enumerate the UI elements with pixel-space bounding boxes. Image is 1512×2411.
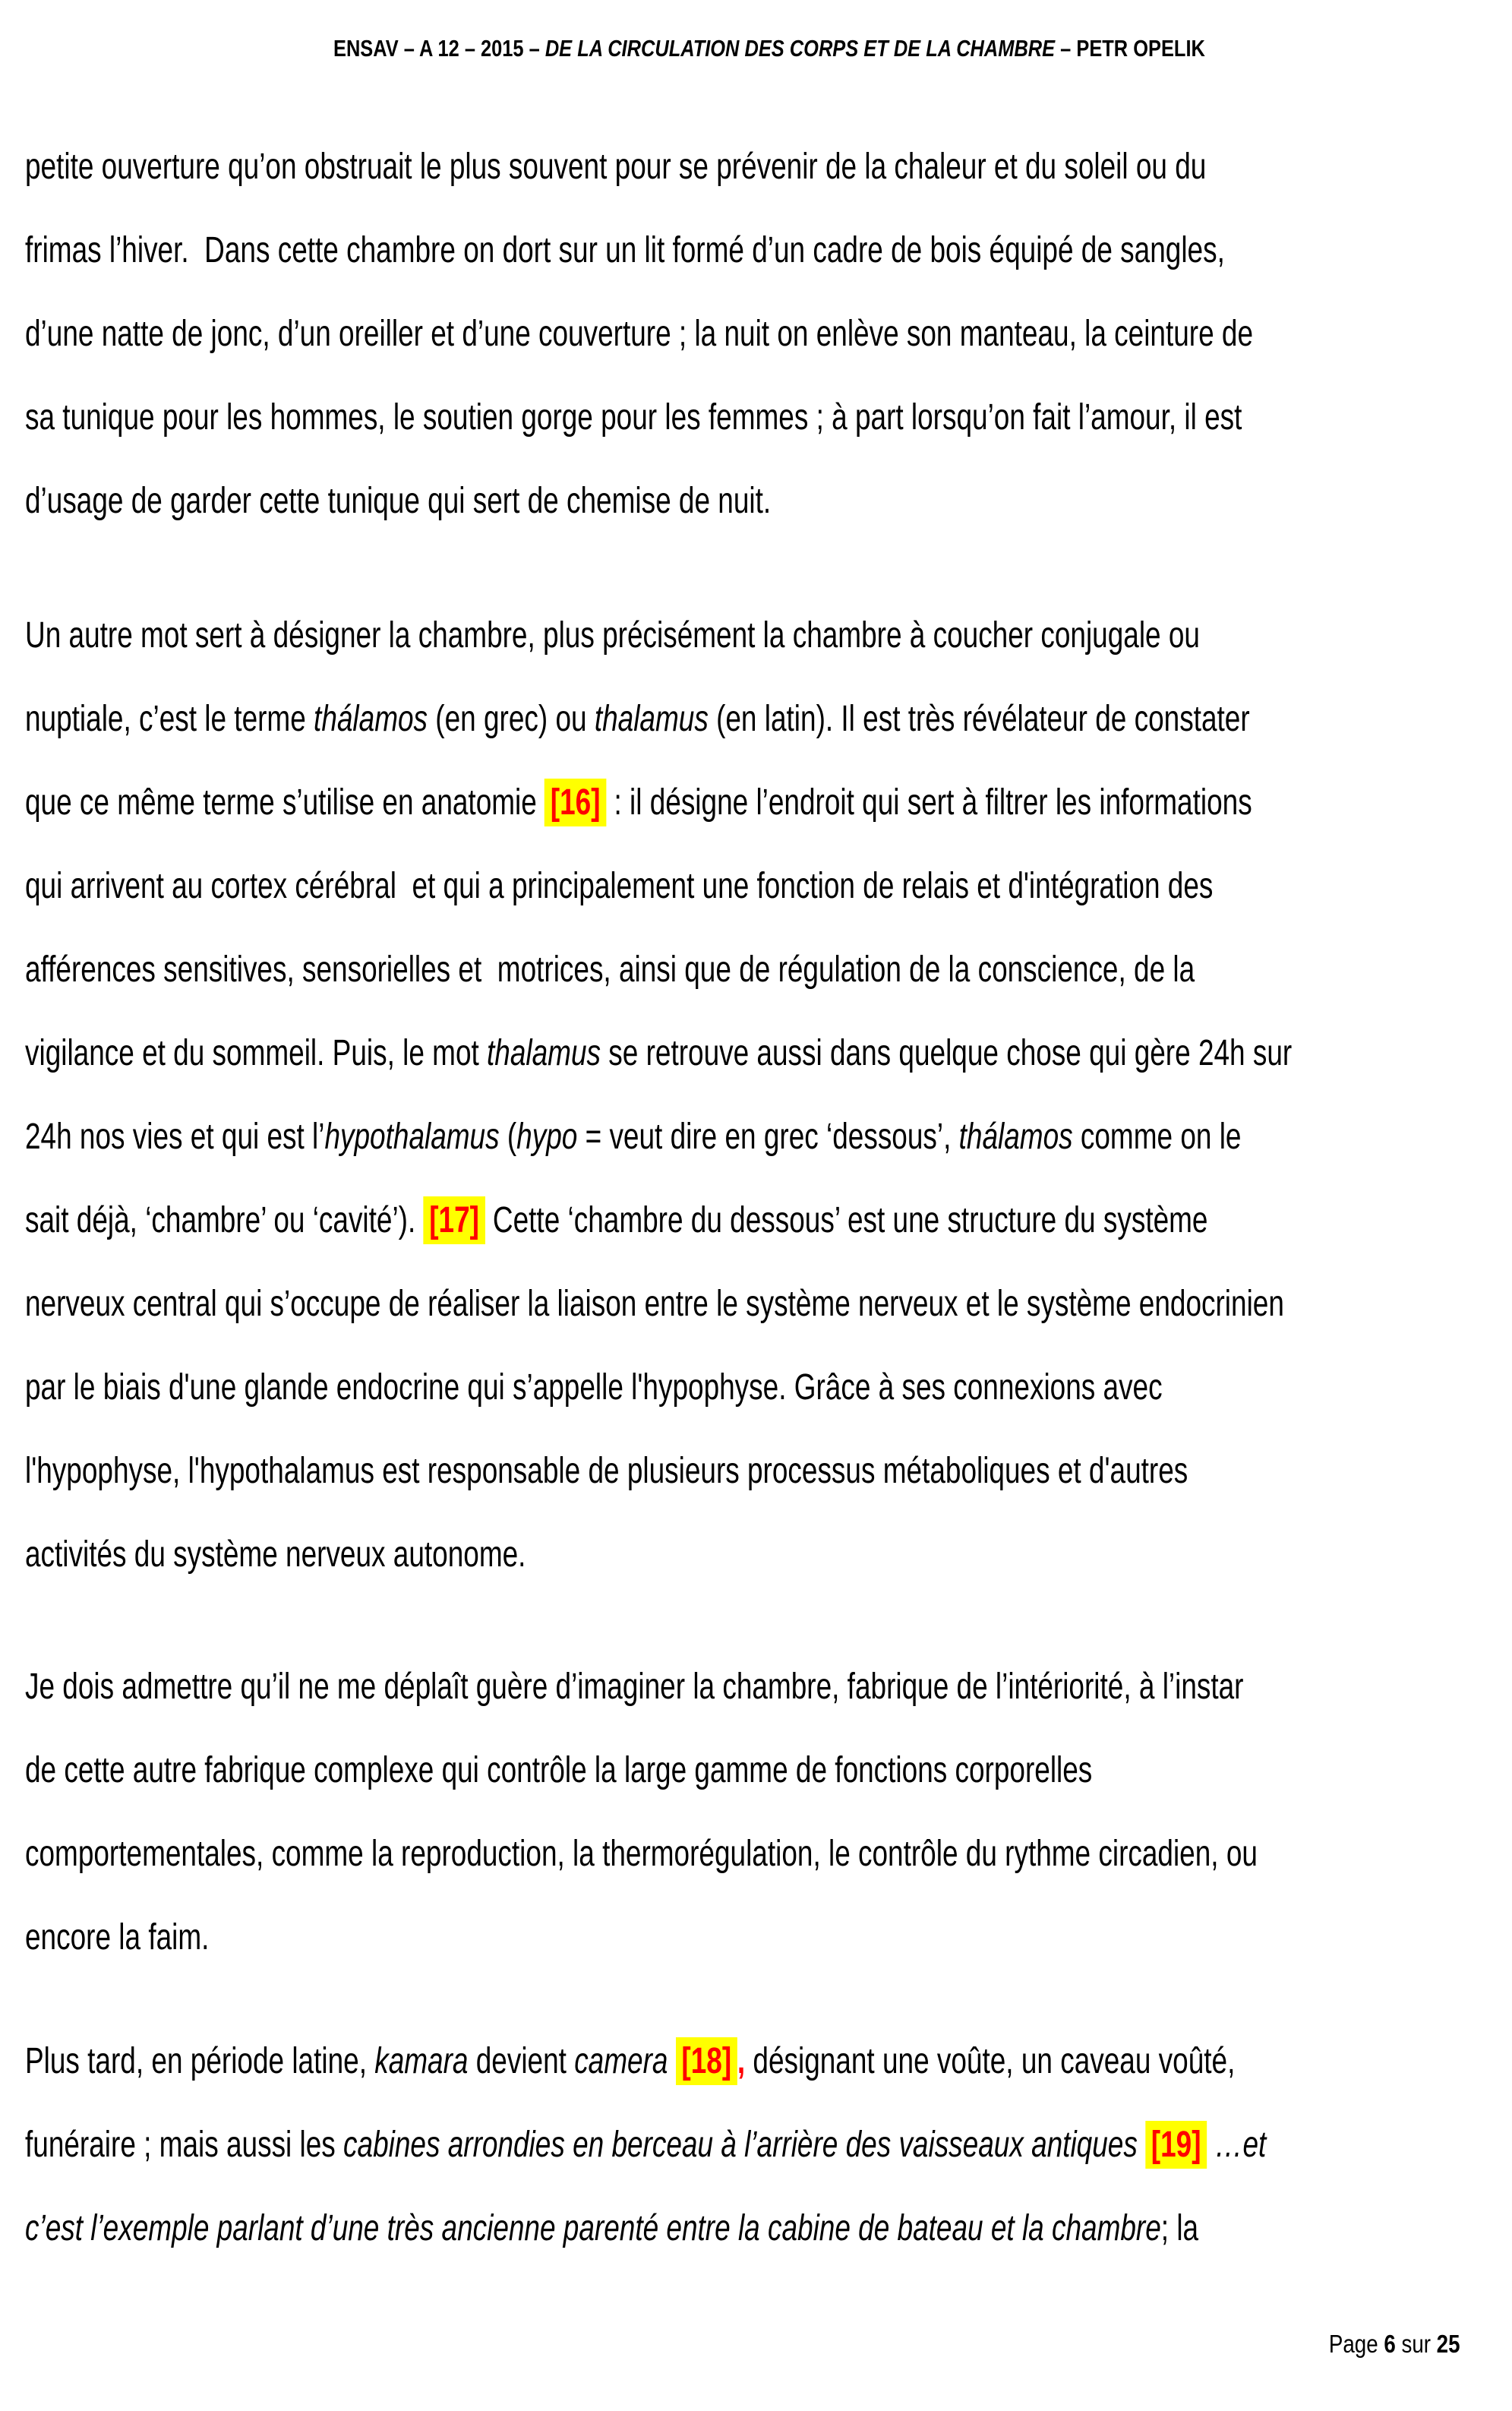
text-segment: sa tunique pour les hommes, le soutien gorge pour les femmes ; à part lorsqu’on fait l’amour, il est bbox=[25, 397, 1242, 438]
text-line bbox=[25, 761, 1491, 845]
text-segment: cabines arrondies en berceau à l’arrière des vaisseaux antiques bbox=[343, 2125, 1138, 2165]
text-segment: ; la bbox=[1160, 2208, 1199, 2248]
text-segment: nerveux central qui s’occupe de réaliser la liaison entre le système nerveux et le système endocrinien bbox=[25, 1284, 1284, 1324]
text-line bbox=[25, 460, 1491, 543]
text-segment: ENSAV – A 12 – 2015 – bbox=[333, 35, 545, 62]
text-segment: 6 bbox=[1384, 2330, 1397, 2358]
text-line bbox=[25, 2020, 1491, 2103]
text-line-content bbox=[25, 1116, 1241, 1158]
text-line bbox=[25, 1179, 1491, 1262]
reference-marker: [18] bbox=[676, 2037, 737, 2085]
text-line bbox=[25, 845, 1491, 928]
document-header-text bbox=[333, 35, 1205, 62]
text-line bbox=[25, 2187, 1491, 2270]
text-line-content bbox=[25, 397, 1242, 438]
text-segment: – PETR OPELIK bbox=[1054, 35, 1205, 62]
text-segment: Un autre mot sert à désigner la chambre, plus précisément la chambre à coucher conjugale ou bbox=[25, 615, 1200, 656]
paragraph bbox=[25, 1645, 1491, 1980]
reference-marker: [19] bbox=[1145, 2121, 1207, 2169]
text-line-content bbox=[25, 1450, 1188, 1492]
text-segment: d’usage de garder cette tunique qui sert de chemise de nuit. bbox=[25, 481, 772, 521]
text-line-content bbox=[25, 313, 1253, 355]
text-line-content bbox=[25, 698, 1250, 740]
text-segment: 25 bbox=[1437, 2330, 1460, 2358]
text-segment: vigilance et du sommeil. Puis, le mot bbox=[25, 1033, 488, 1073]
text-line-content bbox=[25, 146, 1206, 188]
text-line bbox=[25, 1896, 1491, 1980]
text-line-content bbox=[25, 2207, 1198, 2249]
text-line bbox=[25, 292, 1491, 376]
text-segment bbox=[1138, 2125, 1145, 2165]
text-segment: (en grec) ou bbox=[428, 699, 595, 739]
text-line bbox=[25, 2103, 1491, 2187]
text-line bbox=[25, 1346, 1491, 1430]
text-segment: thalamus bbox=[487, 1033, 601, 1073]
document-header bbox=[0, 8, 1512, 90]
text-line-content bbox=[25, 865, 1213, 907]
text-line-content bbox=[25, 782, 1252, 823]
text-segment: devient bbox=[468, 2041, 575, 2081]
text-segment: nuptiale, c’est le terme bbox=[25, 699, 314, 739]
text-segment: hypo bbox=[516, 1117, 578, 1157]
text-line bbox=[25, 1645, 1491, 1729]
text-line bbox=[25, 928, 1491, 1012]
text-line bbox=[25, 594, 1491, 678]
text-line-content bbox=[25, 1199, 1207, 1241]
text-line bbox=[25, 209, 1491, 292]
text-line bbox=[25, 1729, 1491, 1812]
text-segment: ( bbox=[499, 1117, 517, 1157]
text-segment: …et bbox=[1214, 2125, 1267, 2165]
text-segment: Page bbox=[1329, 2330, 1384, 2358]
paragraph bbox=[25, 2020, 1491, 2270]
text-segment: (en latin). Il est très révélateur de constater bbox=[708, 699, 1250, 739]
text-line-content bbox=[25, 1534, 526, 1575]
text-line-content bbox=[25, 229, 1225, 271]
text-line-content bbox=[25, 480, 771, 522]
text-line-content bbox=[25, 1666, 1243, 1708]
text-line-content bbox=[25, 1032, 1292, 1074]
text-line-content bbox=[25, 615, 1200, 656]
reference-marker: [17] bbox=[424, 1196, 485, 1244]
text-segment: 24h nos vies et qui est l’ bbox=[25, 1117, 325, 1157]
text-segment: comportementales, comme la reproduction, la thermorégulation, le contrôle du rythme circadien, ou bbox=[25, 1834, 1258, 1874]
text-line-content bbox=[25, 2124, 1266, 2166]
text-segment: encore la faim. bbox=[25, 1917, 210, 1958]
text-segment bbox=[668, 2041, 675, 2081]
text-segment: petite ouverture qu’on obstruait le plus souvent pour se prévenir de la chaleur et du soleil ou du bbox=[25, 147, 1207, 187]
text-segment: de cette autre fabrique complexe qui contrôle la large gamme de fonctions corporelles bbox=[25, 1750, 1093, 1790]
text-line-content bbox=[25, 1749, 1092, 1791]
text-segment: thálamos bbox=[958, 1117, 1073, 1157]
text-segment: hypothalamus bbox=[324, 1117, 500, 1157]
paragraph bbox=[25, 594, 1491, 1597]
text-segment: d’une natte de jonc, d’un oreiller et d’une couverture ; la nuit on enlève son manteau, la ceinture de bbox=[25, 314, 1254, 354]
text-segment: c’est l’exemple parlant d’une très ancienne parenté entre la cabine de bateau et la chambre bbox=[25, 2208, 1161, 2248]
text-segment: par le biais d'une glande endocrine qui s’appelle l'hypophyse. Grâce à ses connexions avec bbox=[25, 1367, 1163, 1408]
text-line bbox=[25, 125, 1491, 209]
text-segment: , bbox=[737, 2041, 746, 2081]
text-segment: activités du système nerveux autonome. bbox=[25, 1534, 526, 1575]
text-line bbox=[25, 376, 1491, 460]
text-line bbox=[25, 1095, 1491, 1179]
text-line bbox=[25, 1012, 1491, 1095]
text-segment: Plus tard, en période latine, bbox=[25, 2041, 375, 2081]
text-segment: sur bbox=[1396, 2330, 1438, 2358]
text-segment: Je dois admettre qu’il ne me déplaît guère d’imaginer la chambre, fabrique de l’intériorité, à l’instar bbox=[25, 1667, 1244, 1707]
text-segment: se retrouve aussi dans quelque chose qui gère 24h sur bbox=[601, 1033, 1293, 1073]
text-line-content bbox=[25, 2040, 1235, 2082]
text-line bbox=[25, 1513, 1491, 1597]
text-line-content bbox=[25, 949, 1195, 991]
text-segment: l'hypophyse, l'hypothalamus est responsable de plusieurs processus métaboliques et d'autres bbox=[25, 1451, 1188, 1491]
text-segment: comme on le bbox=[1072, 1117, 1242, 1157]
reference-marker: [16] bbox=[545, 779, 606, 826]
text-segment: que ce même terme s’utilise en anatomie bbox=[25, 782, 545, 823]
paragraph bbox=[25, 125, 1491, 543]
text-segment: kamara bbox=[374, 2041, 469, 2081]
text-segment bbox=[1207, 2125, 1214, 2165]
text-segment: Cette ‘chambre du dessous’ est une structure du système bbox=[485, 1200, 1208, 1240]
text-line-content bbox=[25, 1833, 1258, 1875]
page-footer bbox=[1277, 2301, 1460, 2387]
text-line bbox=[25, 1430, 1491, 1513]
text-segment: : il désigne l’endroit qui sert à filtrer les informations bbox=[606, 782, 1252, 823]
text-segment: = veut dire en grec ‘dessous’, bbox=[577, 1117, 959, 1157]
text-segment: DE LA CIRCULATION DES CORPS ET DE LA CHAMBRE bbox=[545, 35, 1055, 62]
text-segment: désignant une voûte, un caveau voûté, bbox=[745, 2041, 1236, 2081]
page-number-label bbox=[1329, 2330, 1460, 2359]
text-segment: thálamos bbox=[314, 699, 428, 739]
text-segment: qui arrivent au cortex cérébral et qui a principalement une fonction de relais et d'intégration des bbox=[25, 866, 1214, 906]
text-segment: afférences sensitives, sensorielles et motrices, ainsi que de régulation de la conscience, de la bbox=[25, 950, 1195, 990]
text-segment: sait déjà, ‘chambre’ ou ‘cavité’). bbox=[25, 1200, 424, 1240]
text-segment: camera bbox=[574, 2041, 668, 2081]
text-line-content bbox=[25, 1367, 1163, 1408]
text-line bbox=[25, 1812, 1491, 1896]
text-line-content bbox=[25, 1916, 209, 1958]
text-segment: frimas l’hiver. Dans cette chambre on dort sur un lit formé d’un cadre de bois équipé de sangles, bbox=[25, 230, 1225, 270]
text-segment: funéraire ; mais aussi les bbox=[25, 2125, 344, 2165]
text-segment: thalamus bbox=[594, 699, 709, 739]
text-line bbox=[25, 1262, 1491, 1346]
text-line bbox=[25, 678, 1491, 761]
text-line-content bbox=[25, 1283, 1284, 1325]
